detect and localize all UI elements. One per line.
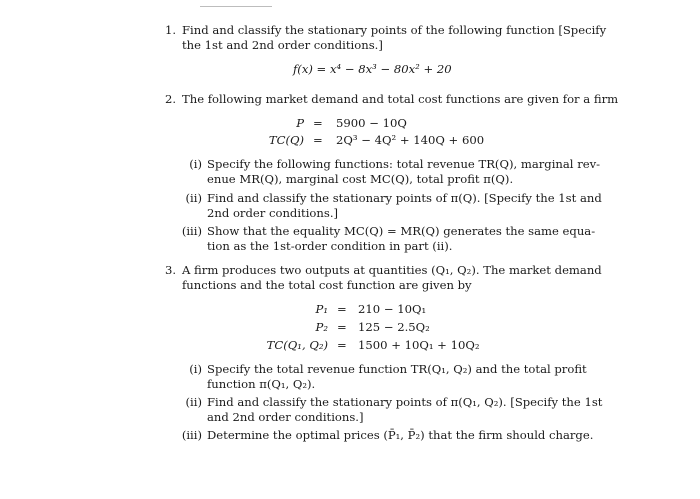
q3-eq1-rhs: 210 − 10Q₁ [358,302,427,316]
q3-eq2-lhs: P₂ [315,320,328,334]
q2-part-iii-label: (iii) [181,224,202,238]
q3-part-ii-line1: Find and classify the stationary points of π(Q₁, Q₂). [Specify the 1st [207,395,603,409]
q2-part-iii-line1: Show that the equality MC(Q) = MR(Q) generates the same equa- [207,224,596,238]
q2-eq1-lhs: P [296,116,304,130]
q1-text-line1: Find and classify the stationary points of the following function [Specify [182,23,607,37]
q3-eq1-lhs: P₁ [315,302,328,316]
q3-part-ii-label: (ii) [185,395,202,409]
q2-eq2-rhs: 2Q³ − 4Q² + 140Q + 600 [336,133,485,147]
q2-part-ii-line1: Find and classify the stationary points of π(Q). [Specify the 1st and [207,191,602,205]
q2-eq2-lhs: TC(Q) [268,133,304,147]
q3-number: 3. [165,263,177,277]
q3-part-iii-label: (iii) [181,428,202,442]
q3-text-line1: A firm produces two outputs at quantities (Q₁, Q₂). The market demand [182,263,602,277]
q3-text-line2: functions and the total cost function are given by [182,278,472,292]
top-divider [200,6,272,7]
q3-part-i-label: (i) [189,362,202,376]
q2-part-i-label: (i) [189,157,202,171]
q3-part-i-line1: Specify the total revenue function TR(Q₁, Q₂) and the total profit [207,362,587,376]
q2-part-iii-line2: tion as the 1st-order condition in part (ii). [207,239,453,253]
q2-part-ii-line2: 2nd order conditions.] [207,206,339,220]
q3-eq1-sign: = [337,302,347,316]
q2-eq2-sign: = [313,133,323,147]
q3-eq2-sign: = [337,320,347,334]
q1-formula: f(x) = x⁴ − 8x³ − 80x² + 20 [293,62,452,76]
q2-part-i-line1: Specify the following functions: total revenue TR(Q), marginal rev- [207,157,601,171]
q3-eq3-lhs: TC(Q₁, Q₂) [266,338,328,352]
q1-number: 1. [165,23,177,37]
q3-eq3-sign: = [337,338,347,352]
q2-part-ii-label: (ii) [185,191,202,205]
q2-eq1-sign: = [313,116,323,130]
q3-eq2-rhs: 125 − 2.5Q₂ [358,320,430,334]
q3-part-i-line2: function π(Q₁, Q₂). [207,377,316,391]
q3-part-iii-line1: Determine the optimal prices (P̄₁, P̄₂) that the firm should charge. [207,428,594,442]
q2-eq1-rhs: 5900 − 10Q [336,116,407,130]
q2-part-i-line2: enue MR(Q), marginal cost MC(Q), total profit π(Q). [207,172,514,186]
q2-intro: The following market demand and total cost functions are given for a firm [182,92,619,106]
q2-number: 2. [165,92,177,106]
q1-text-line2: the 1st and 2nd order conditions.] [182,38,383,52]
q3-eq3-rhs: 1500 + 10Q₁ + 10Q₂ [358,338,480,352]
q3-part-ii-line2: and 2nd order conditions.] [207,410,364,424]
